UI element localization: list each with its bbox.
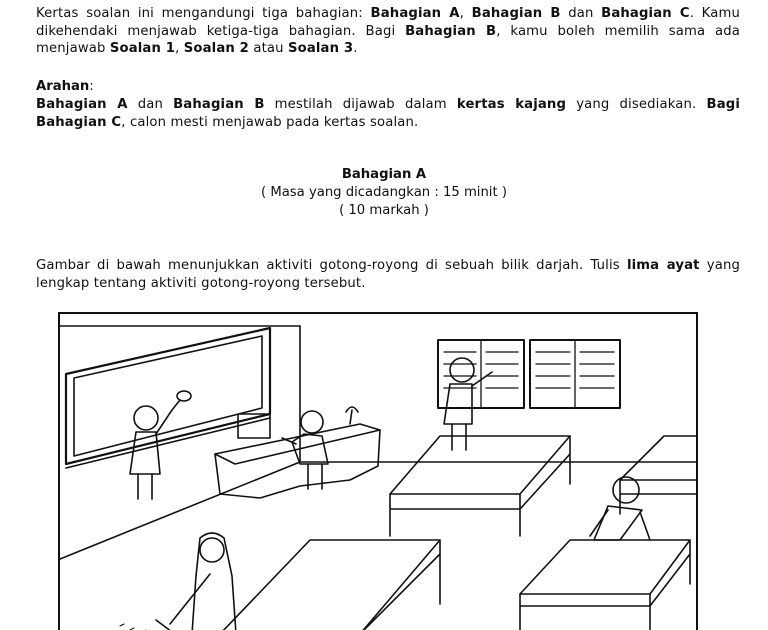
- intro-bold: Bahagian B: [405, 23, 497, 39]
- arahan-bold: Bahagian B: [173, 97, 265, 112]
- intro-bold: Bahagian B: [471, 6, 561, 21]
- arahan-text: dan: [127, 97, 174, 112]
- section-time: ( Masa yang dicadangkan : 15 minit ): [261, 185, 507, 200]
- intro-bold: Bahagian C: [601, 6, 690, 21]
- arahan-colon: :: [89, 79, 94, 94]
- window-right: [530, 340, 620, 408]
- arahan-text: mestilah dijawab dalam: [264, 97, 457, 112]
- chalkboard: [66, 328, 270, 468]
- desk-front-right: [520, 540, 690, 630]
- floor-edge-left: [60, 462, 300, 559]
- flower-vase: [346, 407, 358, 424]
- intro-text: atau: [249, 41, 288, 56]
- intro-bold: Soalan 2: [183, 41, 249, 56]
- intro-text: Kertas soalan ini mengandungi tiga bahagian:: [36, 6, 371, 21]
- question-text: yang lengkap tentang aktiviti gotong-royong tersebut.: [36, 258, 740, 291]
- arahan-heading-text: Arahan: [36, 79, 90, 94]
- intro-text: ,: [175, 41, 184, 56]
- intro-text: ,: [459, 6, 472, 21]
- desk-front-left: [220, 540, 440, 630]
- arahan-bold: Bagi Bahagian C: [36, 97, 741, 130]
- classroom-illustration: [58, 312, 698, 630]
- broom-head: [156, 620, 172, 630]
- broom-handle: [170, 574, 210, 624]
- question-bold: lima ayat: [626, 258, 700, 273]
- intro-bold: Soalan 1: [109, 41, 176, 56]
- arahan-bold: kertas kajang: [456, 97, 567, 112]
- intro-text: .: [353, 41, 358, 56]
- section-title: Bahagian A: [341, 167, 427, 182]
- intro-text: dan: [560, 6, 602, 21]
- desk-middle: [390, 436, 570, 536]
- arahan-text: yang disediakan.: [566, 97, 707, 112]
- arahan-bold: Bahagian A: [36, 97, 128, 112]
- question-paragraph: [36, 257, 740, 292]
- question-text: Gambar di bawah menunjukkan aktiviti gotong-royong di sebuah bilik darjah. Tulis: [36, 258, 627, 273]
- arahan-heading: [36, 79, 94, 94]
- classroom-drawing: [60, 314, 698, 630]
- pupil-wiping-table: [282, 411, 328, 489]
- arahan-text: , calon mesti menjawab pada kertas soalan.: [121, 114, 419, 130]
- teacher-sweeping: [120, 533, 236, 630]
- intro-bold: Bahagian A: [370, 6, 460, 21]
- arahan-paragraph: [36, 96, 740, 131]
- intro-paragraph: [36, 5, 740, 58]
- intro-text: . Kamu dikehendaki menjawab ketiga-tiga bahagian. Bagi: [36, 6, 740, 39]
- intro-bold: Soalan 3: [287, 41, 354, 56]
- section-marks: ( 10 markah ): [339, 203, 429, 218]
- intro-text: , kamu boleh memilih sama ada menjawab: [36, 23, 740, 56]
